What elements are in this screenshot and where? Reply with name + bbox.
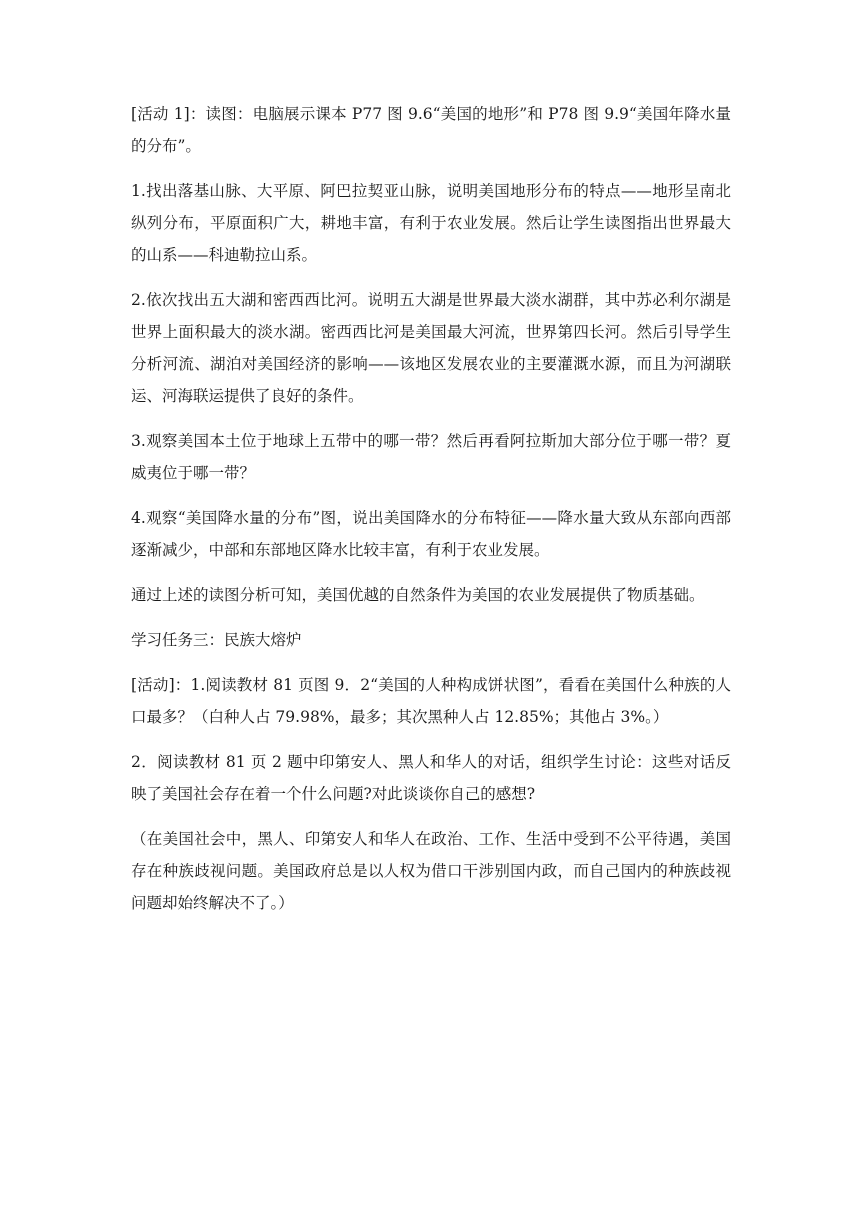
climate-zones-paragraph: 3.观察美国本土位于地球上五带中的哪一带？然后再看阿拉斯加大部分位于哪一带？夏威夷位于哪一带？ (131, 432, 731, 482)
population-activity-paragraph: [活动]：1.阅读教材 81 页图 9．2“美国的人种构成饼状图”，看看在美国什么种族的人口最多？（白种人占 79.98%，最多；其次黑种人占 12.85%；其他占 3%。） (131, 676, 731, 726)
conclusion-paragraph: 通过上述的读图分析可知，美国优越的自然条件为美国的农业发展提供了物质基础。 (131, 586, 705, 604)
precipitation-paragraph: 4.观察“美国降水量的分布”图，说出美国降水的分布特征——降水量大致从东部向西部逐渐减少，中部和东部地区降水比较丰富，有利于农业发展。 (131, 509, 731, 559)
document-body (131, 98, 731, 932)
discussion-paragraph: 2．阅读教材 81 页 2 题中印第安人、黑人和华人的对话，组织学生讨论：这些对话反映了美国社会存在着一个什么问题?对此谈谈你自己的感想? (131, 753, 731, 803)
terrain-paragraph: 1.找出落基山脉、大平原、阿巴拉契亚山脉，说明美国地形分布的特点——地形呈南北纵列分布，平原面积广大，耕地丰富，有利于农业发展。然后让学生读图指出世界最大的山系——科迪勒拉山系。 (131, 182, 731, 264)
task-three-heading: 学习任务三：民族大熔炉 (131, 631, 302, 649)
activity-1-intro-paragraph: [活动 1]：读图：电脑展示课本 P77 图 9.6“美国的地形”和 P78 图 9.9“美国年降水量的分布”。 (131, 105, 731, 155)
discussion-answer-paragraph: （在美国社会中，黑人、印第安人和华人在政治、工作、生活中受到不公平待遇，美国存在种族歧视问题。美国政府总是以人权为借口干涉别国内政，而自己国内的种族歧视问题却始终解决不了。） (131, 830, 731, 912)
lakes-rivers-paragraph: 2.依次找出五大湖和密西西比河。说明五大湖是世界最大淡水湖群，其中苏必利尔湖是世界上面积最大的淡水湖。密西西比河是美国最大河流，世界第四长河。然后引导学生分析河流、湖泊对美国经济的影响——该地区发展农业的主要灌溉水源，而且为河湖联运、河海联运提供了良好的条件。 (131, 291, 731, 405)
